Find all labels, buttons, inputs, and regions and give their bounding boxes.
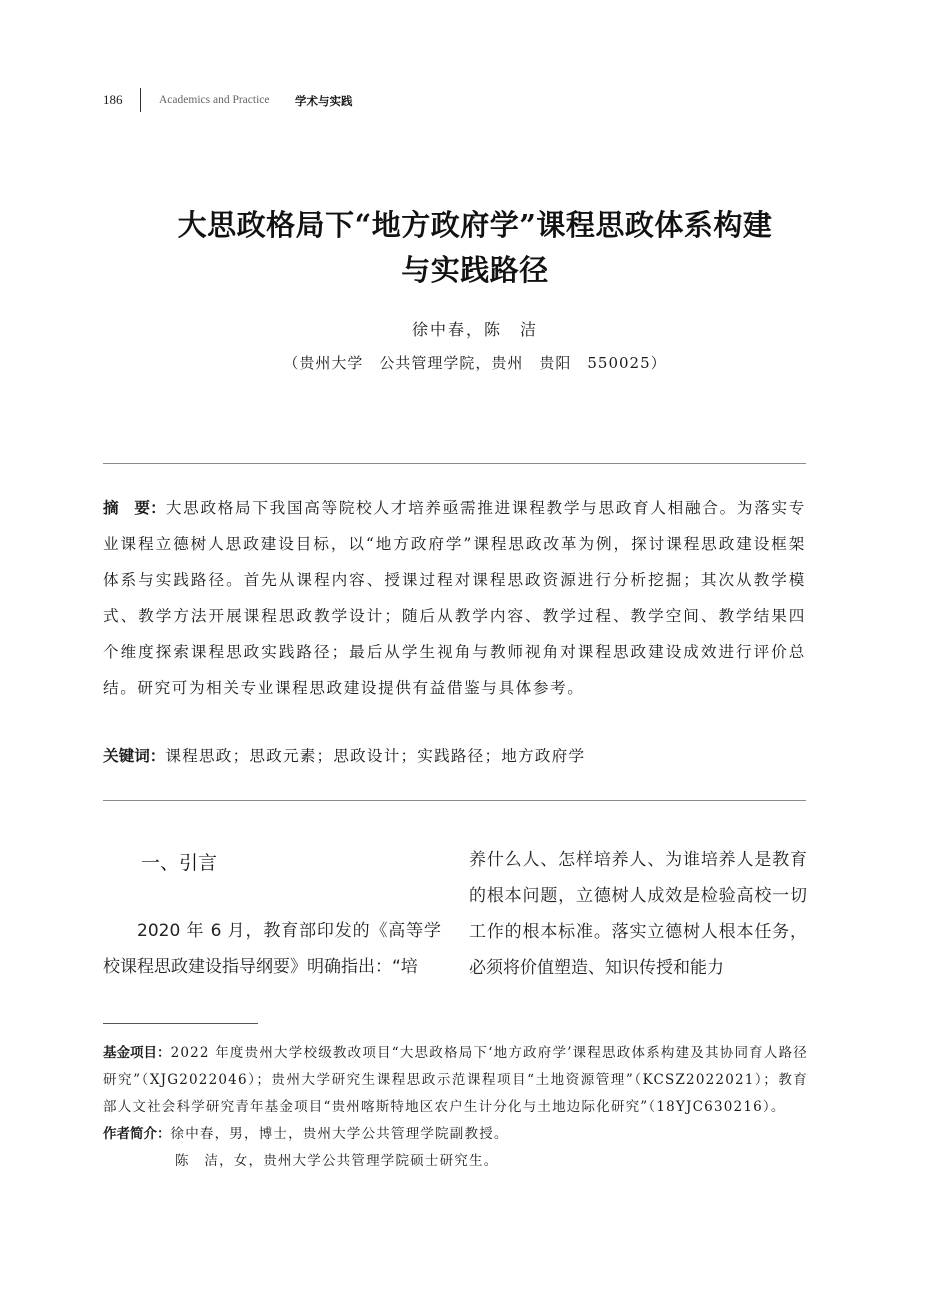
author-note bbox=[103, 1121, 808, 1148]
keywords bbox=[103, 742, 806, 770]
keywords-label: 关键词： bbox=[103, 747, 166, 765]
page-number: 186 bbox=[103, 92, 123, 107]
abstract-bottom-rule bbox=[103, 800, 806, 801]
author-2-bio: 陈 洁，女，贵州大学公共管理学院硕士研究生。 bbox=[175, 1153, 499, 1169]
author-1-bio: 徐中春，男，博士，贵州大学公共管理学院副教授。 bbox=[170, 1126, 509, 1142]
section-heading: 一、引言 bbox=[141, 852, 218, 874]
article-title-line-2: 与实践路径 bbox=[401, 253, 549, 287]
footnotes bbox=[103, 1040, 808, 1175]
author-label: 作者简介： bbox=[103, 1126, 171, 1142]
header-divider bbox=[140, 88, 141, 112]
fund-text: 2022 年度贵州大学校级教改项目“大思政格局下‘地方政府学’课程思政体系构建及其协同育人路径研究”（XJG2022046）；贵州大学研究生课程思政示范课程项目“土地资源管理”（KCSZ2022021）；教育部人文社会科学研究青年基金项目“贵州喀斯特地区农户生计分化与土地边际化研究”（18YJC630216）。 bbox=[103, 1045, 809, 1115]
body-text-right-column: 养什么人、怎样培养人、为谁培养人是教育的根本问题，立德树人成效是检验高校一切工作的根本标准。落实立德树人根本任务，必须将价值塑造、知识传授和能力 bbox=[469, 850, 807, 978]
fund-label: 基金项目： bbox=[103, 1045, 171, 1061]
footnote-rule bbox=[103, 1023, 258, 1024]
authors: 徐中春，陈 洁 bbox=[411, 320, 538, 339]
journal-name-chinese: 学术与实践 bbox=[295, 94, 353, 108]
keywords-text: 课程思政；思政元素；思政设计；实践路径；地方政府学 bbox=[165, 747, 586, 765]
body-text-left-column: 2020 年 6 月，教育部印发的《高等学校课程思政建设指导纲要》明确指出：“培 bbox=[103, 921, 441, 977]
journal-name-english: Academics and Practice bbox=[159, 94, 270, 106]
article-title-line-1: 大思政格局下“地方政府学”课程思政体系构建 bbox=[177, 208, 773, 242]
abstract bbox=[103, 490, 806, 706]
abstract-label: 摘 要： bbox=[103, 499, 166, 517]
fund-note bbox=[103, 1040, 808, 1121]
abstract-text: 大思政格局下我国高等院校人才培养亟需推进课程教学与思政育人相融合。为落实专业课程立德树人思政建设目标，以“地方政府学”课程思政改革为例，探讨课程思政建设框架体系与实践路径。首先从课程内容、授课过程对课程思政资源进行分析挖掘；其次从教学模式、教学方法开展课程思政教学设计；随后从教学内容、教学过程、教学空间、教学结果四个维度探索课程思政实践路径；最后从学生视角与教师视角对课程思政建设成效进行评价总结。研究可为相关专业课程思政建设提供有益借鉴与具体参考。 bbox=[103, 499, 806, 697]
affiliation: （贵州大学 公共管理学院，贵州 贵阳 550025） bbox=[283, 354, 667, 372]
abstract-top-rule bbox=[103, 463, 806, 464]
